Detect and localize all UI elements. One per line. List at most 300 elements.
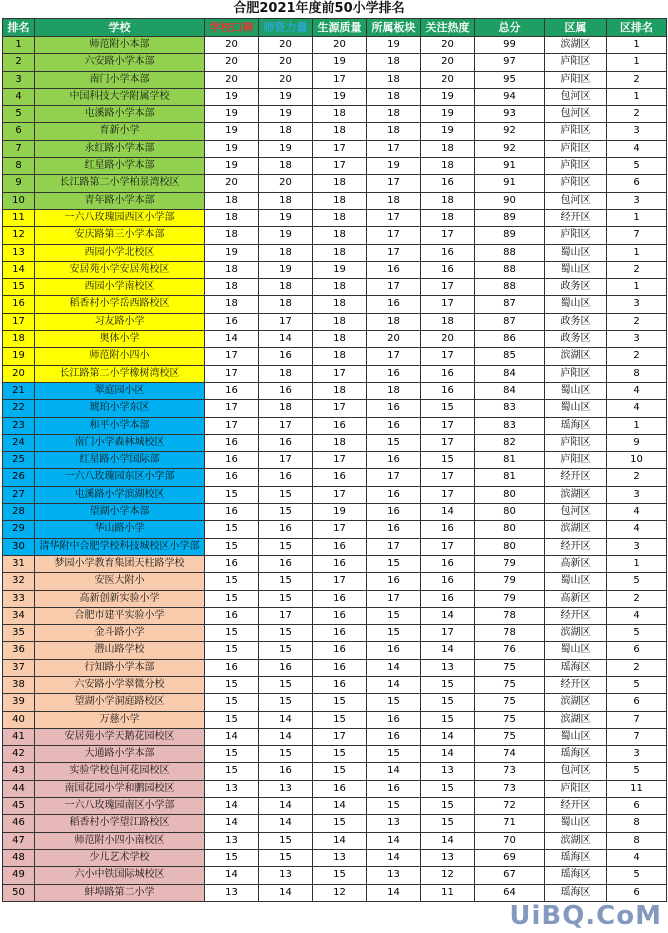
cell-teachers: 17: [259, 417, 313, 434]
cell-district-rank: 7: [607, 711, 667, 728]
cell-popularity: 17: [421, 469, 475, 486]
cell-teachers: 15: [259, 486, 313, 503]
cell-teachers: 13: [259, 780, 313, 797]
cell-school: 安居苑小学天鹅花园校区: [35, 728, 205, 745]
cell-reputation: 15: [205, 590, 259, 607]
cell-rank: 20: [3, 365, 35, 382]
cell-teachers: 19: [259, 261, 313, 278]
cell-reputation: 16: [205, 434, 259, 451]
cell-district-rank: 1: [607, 54, 667, 71]
table-row: [3, 659, 667, 676]
cell-total: 90: [475, 192, 545, 209]
cell-area: 17: [367, 209, 421, 226]
cell-school: 红星路小学本部: [35, 158, 205, 175]
cell-district: 经开区: [545, 469, 607, 486]
cell-school: 长江路第二小学橡树湾校区: [35, 365, 205, 382]
cell-students: 18: [313, 331, 367, 348]
cell-area: 16: [367, 296, 421, 313]
cell-district-rank: 3: [607, 486, 667, 503]
table-row: [3, 313, 667, 330]
cell-rank: 15: [3, 279, 35, 296]
cell-district: 包河区: [545, 106, 607, 123]
cell-teachers: 18: [259, 192, 313, 209]
table-row: [3, 676, 667, 693]
cell-teachers: 18: [259, 365, 313, 382]
cell-teachers: 15: [259, 625, 313, 642]
cell-total: 79: [475, 555, 545, 572]
cell-school: 一六八玫瑰园东区小学部: [35, 469, 205, 486]
cell-students: 16: [313, 555, 367, 572]
cell-popularity: 15: [421, 815, 475, 832]
cell-district: 庐阳区: [545, 71, 607, 88]
cell-teachers: 15: [259, 504, 313, 521]
table-row: [3, 123, 667, 140]
cell-school: 行知路小学本部: [35, 659, 205, 676]
cell-popularity: 13: [421, 659, 475, 676]
cell-area: 16: [367, 642, 421, 659]
cell-rank: 6: [3, 123, 35, 140]
cell-popularity: 20: [421, 331, 475, 348]
cell-teachers: 16: [259, 521, 313, 538]
cell-school: 安医大附小: [35, 573, 205, 590]
cell-total: 72: [475, 798, 545, 815]
cell-teachers: 15: [259, 832, 313, 849]
cell-students: 18: [313, 244, 367, 261]
cell-school: 大通路小学本部: [35, 746, 205, 763]
table-row: [3, 37, 667, 54]
cell-total: 74: [475, 746, 545, 763]
cell-rank: 18: [3, 331, 35, 348]
cell-district-rank: 4: [607, 607, 667, 624]
cell-popularity: 14: [421, 607, 475, 624]
cell-school: 清华附中合肥学校科技城校区小学部: [35, 538, 205, 555]
table-row: [3, 434, 667, 451]
cell-district-rank: 4: [607, 400, 667, 417]
cell-area: 16: [367, 486, 421, 503]
cell-district-rank: 3: [607, 538, 667, 555]
cell-district: 滨湖区: [545, 521, 607, 538]
table-row: [3, 54, 667, 71]
cell-students: 18: [313, 279, 367, 296]
table-row: [3, 780, 667, 797]
cell-students: 16: [313, 607, 367, 624]
table-row: [3, 140, 667, 157]
cell-area: 15: [367, 694, 421, 711]
cell-school: 六安路小学翠微分校: [35, 676, 205, 693]
cell-popularity: 20: [421, 54, 475, 71]
cell-district: 经开区: [545, 676, 607, 693]
cell-area: 16: [367, 261, 421, 278]
cell-students: 15: [313, 815, 367, 832]
cell-rank: 38: [3, 676, 35, 693]
cell-area: 14: [367, 849, 421, 866]
table-row: [3, 815, 667, 832]
cell-students: 17: [313, 728, 367, 745]
cell-district-rank: 3: [607, 123, 667, 140]
cell-district-rank: 5: [607, 676, 667, 693]
cell-area: 17: [367, 175, 421, 192]
cell-students: 16: [313, 676, 367, 693]
cell-students: 14: [313, 832, 367, 849]
cell-area: 13: [367, 815, 421, 832]
cell-popularity: 17: [421, 227, 475, 244]
cell-school: 屯溪路小学本部: [35, 106, 205, 123]
cell-school: 合肥市建平实验小学: [35, 607, 205, 624]
cell-popularity: 17: [421, 279, 475, 296]
table-row: [3, 504, 667, 521]
cell-total: 99: [475, 37, 545, 54]
cell-teachers: 16: [259, 382, 313, 399]
cell-teachers: 17: [259, 313, 313, 330]
cell-district: 滨湖区: [545, 832, 607, 849]
cell-district: 瑶海区: [545, 659, 607, 676]
cell-district-rank: 6: [607, 798, 667, 815]
cell-district-rank: 3: [607, 296, 667, 313]
cell-area: 17: [367, 279, 421, 296]
cell-students: 17: [313, 521, 367, 538]
cell-district-rank: 2: [607, 71, 667, 88]
cell-school: 六小中铁国际城校区: [35, 867, 205, 884]
cell-district: 包河区: [545, 192, 607, 209]
cell-area: 20: [367, 331, 421, 348]
cell-rank: 30: [3, 538, 35, 555]
cell-reputation: 16: [205, 504, 259, 521]
cell-reputation: 15: [205, 711, 259, 728]
cell-school: 潜山路学校: [35, 642, 205, 659]
table-row: [3, 607, 667, 624]
table-row: [3, 798, 667, 815]
cell-reputation: 13: [205, 780, 259, 797]
cell-reputation: 17: [205, 365, 259, 382]
table-row: [3, 711, 667, 728]
cell-reputation: 20: [205, 71, 259, 88]
cell-teachers: 14: [259, 711, 313, 728]
cell-school: 南门小学本部: [35, 71, 205, 88]
cell-rank: 26: [3, 469, 35, 486]
cell-school: 西园小学北校区: [35, 244, 205, 261]
cell-students: 13: [313, 849, 367, 866]
table-row: [3, 728, 667, 745]
cell-school: 蚌埠路第二小学: [35, 884, 205, 901]
cell-rank: 10: [3, 192, 35, 209]
cell-rank: 34: [3, 607, 35, 624]
cell-school: 师范附小本部: [35, 37, 205, 54]
cell-popularity: 13: [421, 763, 475, 780]
cell-district-rank: 8: [607, 832, 667, 849]
header-row: [3, 19, 667, 37]
cell-students: 19: [313, 261, 367, 278]
cell-school: 实验学校包河花园校区: [35, 763, 205, 780]
cell-district: 包河区: [545, 88, 607, 105]
cell-district-rank: 2: [607, 659, 667, 676]
cell-total: 92: [475, 123, 545, 140]
cell-area: 15: [367, 607, 421, 624]
cell-school: 中国科技大学附属学校: [35, 88, 205, 105]
cell-area: 18: [367, 88, 421, 105]
cell-students: 17: [313, 158, 367, 175]
cell-teachers: 16: [259, 348, 313, 365]
cell-district: 高新区: [545, 555, 607, 572]
table-row: [3, 244, 667, 261]
cell-total: 88: [475, 244, 545, 261]
cell-teachers: 16: [259, 469, 313, 486]
cell-total: 88: [475, 261, 545, 278]
header-district: 区属: [545, 19, 607, 37]
cell-popularity: 16: [421, 365, 475, 382]
cell-school: 育新小学: [35, 123, 205, 140]
cell-district-rank: 1: [607, 279, 667, 296]
cell-popularity: 14: [421, 728, 475, 745]
cell-district-rank: 4: [607, 140, 667, 157]
cell-teachers: 15: [259, 676, 313, 693]
cell-popularity: 14: [421, 832, 475, 849]
cell-district: 滨湖区: [545, 694, 607, 711]
table-row: [3, 469, 667, 486]
cell-district-rank: 5: [607, 573, 667, 590]
header-students: 生源质量: [313, 19, 367, 37]
cell-district: 蜀山区: [545, 382, 607, 399]
cell-district-rank: 2: [607, 590, 667, 607]
cell-popularity: 15: [421, 694, 475, 711]
cell-district: 瑶海区: [545, 884, 607, 901]
table-row: [3, 279, 667, 296]
cell-school: 和平小学本部: [35, 417, 205, 434]
cell-district-rank: 8: [607, 365, 667, 382]
cell-teachers: 19: [259, 88, 313, 105]
cell-students: 17: [313, 486, 367, 503]
cell-teachers: 17: [259, 607, 313, 624]
cell-students: 16: [313, 642, 367, 659]
cell-popularity: 16: [421, 521, 475, 538]
cell-reputation: 18: [205, 209, 259, 226]
cell-district: 瑶海区: [545, 867, 607, 884]
cell-rank: 41: [3, 728, 35, 745]
cell-popularity: 11: [421, 884, 475, 901]
cell-students: 19: [313, 504, 367, 521]
table-row: [3, 71, 667, 88]
cell-area: 15: [367, 434, 421, 451]
cell-students: 16: [313, 417, 367, 434]
cell-popularity: 19: [421, 123, 475, 140]
cell-school: 一六八玫瑰园西区小学部: [35, 209, 205, 226]
table-row: [3, 573, 667, 590]
cell-school: 师范附小四小南校区: [35, 832, 205, 849]
cell-district: 蜀山区: [545, 400, 607, 417]
cell-teachers: 15: [259, 590, 313, 607]
cell-students: 18: [313, 382, 367, 399]
cell-popularity: 15: [421, 452, 475, 469]
cell-teachers: 19: [259, 209, 313, 226]
cell-teachers: 18: [259, 279, 313, 296]
cell-district: 庐阳区: [545, 175, 607, 192]
cell-area: 16: [367, 728, 421, 745]
cell-total: 93: [475, 106, 545, 123]
cell-school: 安庆路第三小学本部: [35, 227, 205, 244]
cell-district-rank: 7: [607, 728, 667, 745]
cell-teachers: 15: [259, 849, 313, 866]
cell-teachers: 14: [259, 728, 313, 745]
cell-district: 经开区: [545, 798, 607, 815]
cell-school: 六安路小学本部: [35, 54, 205, 71]
cell-area: 17: [367, 244, 421, 261]
cell-popularity: 17: [421, 296, 475, 313]
cell-school: 青年路小学本部: [35, 192, 205, 209]
cell-school: 少儿艺术学校: [35, 849, 205, 866]
cell-students: 18: [313, 313, 367, 330]
cell-teachers: 16: [259, 555, 313, 572]
table-row: [3, 642, 667, 659]
cell-total: 70: [475, 832, 545, 849]
cell-total: 92: [475, 140, 545, 157]
cell-reputation: 16: [205, 382, 259, 399]
cell-reputation: 16: [205, 607, 259, 624]
cell-school: 安居苑小学安居苑校区: [35, 261, 205, 278]
cell-teachers: 16: [259, 434, 313, 451]
cell-area: 16: [367, 365, 421, 382]
cell-popularity: 17: [421, 538, 475, 555]
cell-rank: 16: [3, 296, 35, 313]
cell-students: 18: [313, 227, 367, 244]
cell-popularity: 14: [421, 746, 475, 763]
cell-rank: 21: [3, 382, 35, 399]
cell-school: 稻香村小学岳西路校区: [35, 296, 205, 313]
cell-reputation: 16: [205, 555, 259, 572]
cell-reputation: 15: [205, 694, 259, 711]
table-row: [3, 192, 667, 209]
table-row: [3, 331, 667, 348]
cell-rank: 40: [3, 711, 35, 728]
cell-district: 高新区: [545, 590, 607, 607]
cell-students: 15: [313, 694, 367, 711]
cell-rank: 4: [3, 88, 35, 105]
cell-area: 15: [367, 555, 421, 572]
cell-district: 蜀山区: [545, 261, 607, 278]
cell-popularity: 20: [421, 37, 475, 54]
cell-school: 红星路小学国际部: [35, 452, 205, 469]
cell-total: 80: [475, 504, 545, 521]
cell-students: 17: [313, 400, 367, 417]
cell-total: 79: [475, 573, 545, 590]
cell-students: 16: [313, 538, 367, 555]
cell-reputation: 15: [205, 573, 259, 590]
cell-rank: 7: [3, 140, 35, 157]
cell-popularity: 19: [421, 88, 475, 105]
cell-district: 蜀山区: [545, 642, 607, 659]
table-row: [3, 555, 667, 572]
cell-rank: 11: [3, 209, 35, 226]
cell-district: 滨湖区: [545, 486, 607, 503]
cell-popularity: 16: [421, 382, 475, 399]
cell-district-rank: 6: [607, 175, 667, 192]
cell-teachers: 15: [259, 573, 313, 590]
cell-district-rank: 2: [607, 313, 667, 330]
cell-area: 18: [367, 313, 421, 330]
ranking-table: [2, 18, 667, 902]
cell-reputation: 15: [205, 625, 259, 642]
cell-district-rank: 4: [607, 382, 667, 399]
cell-total: 84: [475, 365, 545, 382]
table-row: [3, 625, 667, 642]
table-row: [3, 348, 667, 365]
cell-rank: 17: [3, 313, 35, 330]
cell-school: 万慈小学: [35, 711, 205, 728]
cell-rank: 43: [3, 763, 35, 780]
cell-area: 18: [367, 123, 421, 140]
cell-rank: 13: [3, 244, 35, 261]
cell-district-rank: 10: [607, 452, 667, 469]
cell-students: 18: [313, 209, 367, 226]
cell-students: 15: [313, 711, 367, 728]
cell-teachers: 15: [259, 538, 313, 555]
cell-rank: 2: [3, 54, 35, 71]
cell-district: 庐阳区: [545, 365, 607, 382]
cell-reputation: 14: [205, 798, 259, 815]
cell-school: 习友路小学: [35, 313, 205, 330]
cell-area: 14: [367, 832, 421, 849]
cell-students: 18: [313, 296, 367, 313]
cell-district: 经开区: [545, 209, 607, 226]
cell-district-rank: 9: [607, 434, 667, 451]
cell-district: 滨湖区: [545, 711, 607, 728]
cell-district: 蜀山区: [545, 244, 607, 261]
cell-rank: 44: [3, 780, 35, 797]
cell-students: 18: [313, 434, 367, 451]
cell-total: 79: [475, 590, 545, 607]
cell-reputation: 15: [205, 486, 259, 503]
cell-rank: 9: [3, 175, 35, 192]
cell-district-rank: 11: [607, 780, 667, 797]
cell-popularity: 18: [421, 192, 475, 209]
cell-popularity: 15: [421, 798, 475, 815]
cell-reputation: 15: [205, 521, 259, 538]
cell-reputation: 20: [205, 175, 259, 192]
cell-area: 16: [367, 417, 421, 434]
cell-total: 83: [475, 417, 545, 434]
cell-district: 经开区: [545, 538, 607, 555]
cell-reputation: 13: [205, 832, 259, 849]
cell-school: 琥珀小学东区: [35, 400, 205, 417]
watermark-logo: UiBQ.CoM: [509, 901, 662, 931]
cell-area: 14: [367, 763, 421, 780]
cell-students: 17: [313, 452, 367, 469]
cell-area: 16: [367, 711, 421, 728]
cell-reputation: 20: [205, 54, 259, 71]
cell-students: 18: [313, 123, 367, 140]
cell-rank: 25: [3, 452, 35, 469]
cell-popularity: 19: [421, 106, 475, 123]
cell-rank: 12: [3, 227, 35, 244]
cell-reputation: 14: [205, 728, 259, 745]
cell-school: 南国花园小学和鹏园校区: [35, 780, 205, 797]
cell-reputation: 13: [205, 884, 259, 901]
cell-district: 经开区: [545, 607, 607, 624]
cell-rank: 31: [3, 555, 35, 572]
cell-school: 永红路小学本部: [35, 140, 205, 157]
cell-school: 华山路小学: [35, 521, 205, 538]
cell-rank: 8: [3, 158, 35, 175]
cell-reputation: 15: [205, 676, 259, 693]
cell-reputation: 20: [205, 37, 259, 54]
cell-reputation: 19: [205, 244, 259, 261]
cell-rank: 23: [3, 417, 35, 434]
cell-district: 政务区: [545, 331, 607, 348]
cell-school: 南门小学森林城校区: [35, 434, 205, 451]
cell-popularity: 18: [421, 313, 475, 330]
cell-district-rank: 4: [607, 521, 667, 538]
cell-total: 80: [475, 521, 545, 538]
cell-rank: 33: [3, 590, 35, 607]
cell-total: 71: [475, 815, 545, 832]
